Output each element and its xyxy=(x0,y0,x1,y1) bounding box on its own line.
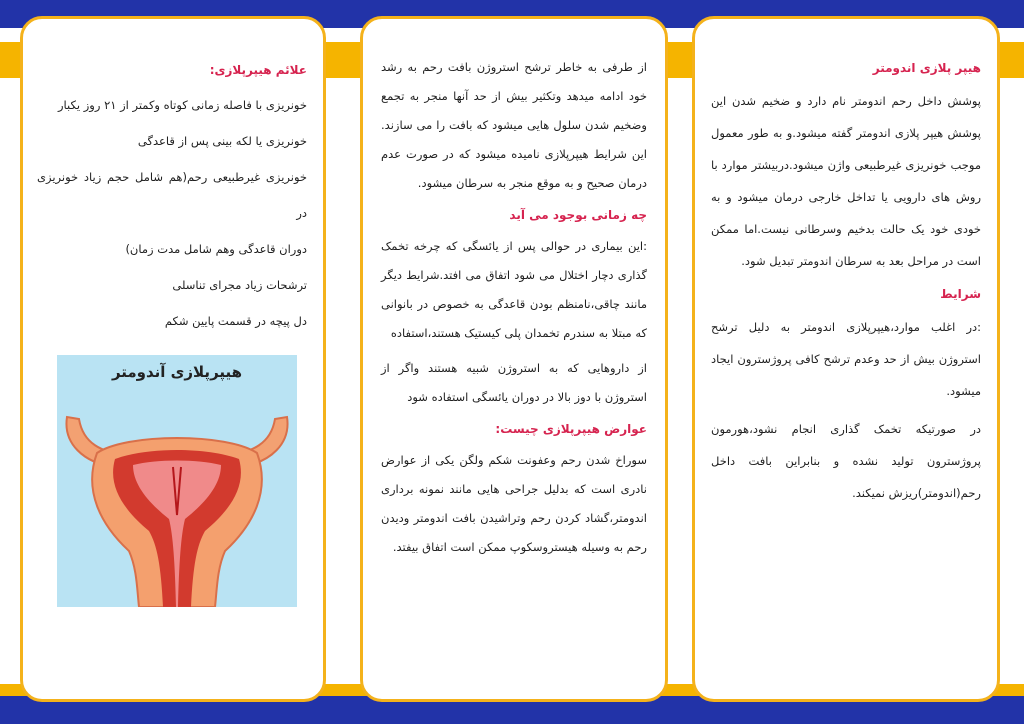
conditions-text: :در اغلب موارد،هیپرپلازی اندومتر به دلیل ترشح استروژن بیش از حد وعدم ترشح کافی پروژسترون ایجاد میشود. xyxy=(711,320,981,398)
complications-heading: عوارض هیپرپلازی چیست: xyxy=(495,422,647,436)
when-text: :این بیماری در حوالی پس از یائسگی که چرخه تخمک گذاری دچار اختلال می شود اتفاق می افتد.شرایط دیگر مانند چاقی،نامنظم بودن قاعدگی به خصوص در بانوانی که مبتلا به سندرم تخمدان پلی کیستیک هستند،استفاده xyxy=(381,239,647,340)
symptom-line: خونریزی با فاصله زمانی کوتاه وکمتر از ۲۱ روز یکبار xyxy=(58,98,307,112)
definition-text: پوشش داخل رحم اندومتر نام دارد و ضخیم شدن این پوشش هیپر پلازی اندومتر گفته میشود.و به طور معمول موجب خونریزی غیرطبیعی واژن میشود.دربیشتر موارد با روش های دارویی یا تداخل خارجی درمان میشود و به خودی خود یک حالت بدخیم وسرطانی نیست.اما ممکن است در مراحل بعد به سرطان اندومتر تبدیل شود. xyxy=(711,94,981,268)
right-yellow-strip xyxy=(996,42,1024,78)
panel-causes xyxy=(360,16,668,702)
definition-heading: هیپر پلازی اندومتر xyxy=(872,61,981,75)
symptom-line: خونریزی یا لکه بینی پس از قاعدگی xyxy=(137,134,307,148)
panel-definition xyxy=(692,16,1000,702)
panel-symptoms xyxy=(20,16,326,702)
conditions-text: در صورتیکه تخمک گذاری انجام نشود،هورمون پروژسترون تولید نشده و بنابراین بافت داخل رحم(اندومتر)ریزش نمیکند. xyxy=(711,422,981,500)
conditions-heading: شرایط xyxy=(940,287,981,301)
uterus-icon xyxy=(57,355,297,607)
causes-intro: از طرفی به خاطر ترشح استروژن بافت رحم به رشد خود ادامه میدهد وتکثیر بیش از حد آنها منجر به تجمع وضخیم شدن سلول هایی میشود که بافت را می سازند. این شرایط هیپرپلازی نامیده میشود که در صورت عدم درمان صحیح و به موقع منجر به سرطان میشود. xyxy=(381,60,647,190)
when-heading: چه زمانی بوجود می آید xyxy=(509,208,647,222)
symptom-line: دوران قاعدگی وهم شامل مدت زمان) xyxy=(125,242,307,256)
drugs-text: از داروهایی که به استروژن شبیه هستند واگر از استروژن با دوز بالا در دوران یائسگی استفاده شود xyxy=(381,361,647,404)
symptoms-heading: علائم هیپرپلازی: xyxy=(209,63,307,77)
symptom-line: ترشحات زیاد مجرای تناسلی xyxy=(172,278,307,292)
illustration-caption: هیپرپلازی آندومتر xyxy=(111,363,243,381)
complications-text: سوراخ شدن رحم وعفونت شکم ولگن یکی از عوارض نادری است که بدلیل جراحی هایی مانند نمونه برداری اندومتر،گشاد کردن رحم وتراشیدن بافت اندومتر ودیدن رحم به وسیله هیستروسکوپ ممکن است اتفاق بیفتد. xyxy=(381,453,647,554)
symptom-line: دل پیچه در قسمت پایین شکم xyxy=(164,314,307,328)
center-left-yellow-strip xyxy=(322,42,364,78)
uterus-illustration xyxy=(57,355,297,607)
symptom-line: خونریزی غیرطبیعی رحم(هم شامل حجم زیاد خونریزی در xyxy=(37,170,307,220)
